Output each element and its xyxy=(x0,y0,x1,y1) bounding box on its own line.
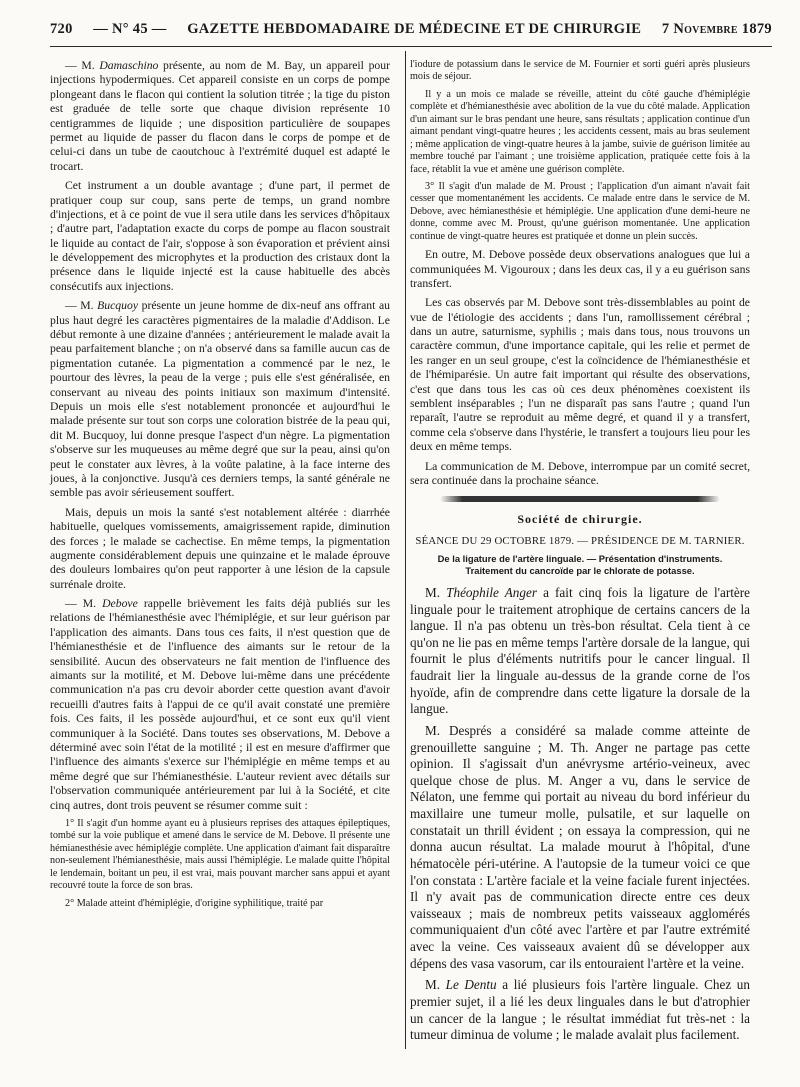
speaker-name: Debove xyxy=(102,597,138,611)
running-header xyxy=(50,0,772,47)
speaker-name: Théophile Anger xyxy=(446,584,537,600)
case-paragraph: 3° Il s'agit d'un malade de M. Proust ; l'application d'un aimant n'avait fait cesser que momentanément les accidents. Ce malade entre dans le service de M. Debove, avec hémianesthésie et hémiplégie. Une application d'une demi-heure ne donne, comme avec M. Proust, qu'une guérison momentanée. Une application continue de vingt-quatre heures est pratiquée et donne un plein succès. xyxy=(410,180,750,242)
paragraph: M. Théophile Anger a fait cinq fois la ligature de l'artère linguale pour le traitement atrophique de certains cancers de la langue. Il n'a pas obtenu un très-bon résultat. Cela tient à ce qu'on ne lie pas en même temps l'artère dorsale de la langue, qui fournit le plus d'éléments nutritifs pour le cancer lingual. Il faudrait lier la linguale au-dessus de la grande corne de l'os hyoïde, afin de comprendre dans cette ligature la dorsale de la langue. xyxy=(410,584,751,717)
session-summary xyxy=(416,553,744,577)
paragraph: M. Després a considéré sa malade comme atteinte de grenouillette sanguine ; M. Th. Anger ne partage pas cette opinion. Il s'agissait d'un anévrysme artério-veineux, avec quelque chose de plus. M. Anger a vu, dans le service de Nélaton, une femme qui portait au niveau du bord inférieur du maxillaire une tumeur molle, pulsatile, et sur laquelle on constatait un thrill évident ; on essaya la compression, qui ne donna aucun résultat. La malade mourut à l'hôpital, d'une hématocèle péri-utérine. A l'autopsie de la tumeur voici ce que l'on constata : L'artère faciale et la veine faciale furent injectées. Il n'y avait pas de communication directe entre ces deux vaisseaux ; mais de nombreux petits vaisseaux agglomérés communiquaient d'un côté avec l'artère et par l'autre extrémité avec la veine. Ces vaisseaux avaient dû se développer aux dépens des vasa vasorum, car ils entouraient l'artère et la veine. xyxy=(410,722,750,971)
session-line: SÉANCE DU 29 OCTOBRE 1879. — PRÉSIDENCE DE M. TARNIER. xyxy=(415,535,745,548)
column-rule xyxy=(405,51,406,1049)
right-column xyxy=(400,59,750,1049)
paragraph: — M. Bucquoy présente un jeune homme de dix-neuf ans offrant au plus haut degré les caractères pigmentaires de la maladie d'Addison. Le début remonte à une dizaine d'années ; antérieurement le malade avait la peau parfaitement blanche ; on n'a observé dans sa famille aucun cas de pigmentation cutanée. La pigmentation a commencé par le nez, le pourtour des lèvres, la peau de la verge ; puis elle s'est généralisée, en conservant au niveau des points initiaux son maximum d'intensité. Depuis un mois elle s'est notablement prononcée et aujourd'hui le malade présente sur tout son corps une coloration bistrée de la peau qui, dit M. Bucquoy, lui donne presque l'aspect d'un nègre. La pigmentation s'observe sur les muqueuses au même degré que sur la peau, ainsi qu'on peut le constater aux lèvres, à la voûte palatine, à la face interne des joues, à la conjonctive. Jusqu'à ces derniers temps, la santé générale ne semble pas avoir sérieusement souffert. xyxy=(50,299,390,500)
speaker-name: Bucquoy xyxy=(97,299,139,313)
speaker-name: Le Dentu xyxy=(445,977,497,993)
journal-title: GAZETTE HEBDOMADAIRE DE MÉDECINE ET DE CHIRURGIE xyxy=(187,20,642,37)
case-paragraph: 2° Malade atteint d'hémiplégie, d'origine syphilitique, traité par xyxy=(65,897,324,909)
case-paragraph: Il y a un mois ce malade se réveille, atteint du côté gauche d'hémiplégie complète et d'hémianesthésie avec abolition de la vue du côté malade. Application d'un aimant sur le bras pendant une heure, sans résultats ; application continue d'un aimant pendant vingt-quatre heures ; les accidents cessent, mais au bras seulement ; même application de vingt-quatre heures à la jambe, suivie de guérison limitée au membre touché par l'aimant ; une troisième application, pratiquée cette fois à la face, rétablit la vue et amène une guérison complète. xyxy=(410,88,750,175)
issue-date: 7 Novembre 1879 xyxy=(661,20,772,37)
society-heading: Société de chirurgie. xyxy=(517,512,643,527)
paragraph: Les cas observés par M. Debove sont très-dissemblables au point de vue de l'étiologie des accidents ; dans l'un, ramollissement cérébral ; dans un autre, saturnisme, syphilis ; mais dans tous, nous trouvons un caractère commun, d'une importance capitale, qui les relie et permet de les ranger en un seul groupe, c'est la coïncidence de l'hémianesthésie et de l'hémiparésie. Un autre fait important qui résulte des observations, c'est que dans tous les cas où ces deux phénomènes coexistent ils semblent inséparables ; l'un ne disparaît pas sans l'autre ; quand l'un reparaît, l'autre se reproduit au même degré, et quand il y a transfert, comme cela s'observe dans l'hystérie, le transfert a toujours lieu pour les deux en même temps. xyxy=(410,296,750,454)
paragraph: Mais, depuis un mois la santé s'est notablement altérée : diarrhée habituelle, quelques vomissements, amaigrissement rapide, diminution des forces ; le malade se cachectise. En même temps, la pigmentation augmente considérablement depuis une quinzaine et le malade éprouve des douleurs lombaires qu'on peut rapporter à une lésion de la capsule surrénale droite. xyxy=(50,505,390,591)
page-number: 720 xyxy=(50,20,73,37)
speaker-name: Damaschino xyxy=(99,59,159,72)
paragraph: Cet instrument a un double avantage ; d'une part, il permet de pratiquer coup sur coup, sans perte de temps, un grand nombre d'injections, et à ce point de vue il sera utile dans les services d'hôpitaux ; d'autre part, l'adaptation exacte du corps de pompe au flacon soustrait le liquide au contact de l'air, s'oppose à son évaporation et prévient ainsi le développement des microphytes et la production des cristaux dont la présence dans le liquide injecté est la cause habituelle des abcès consécutifs aux injections. xyxy=(50,179,390,293)
paragraph: En outre, M. Debove possède deux observations analogues que lui a communiquées M. Vigouroux ; dans les deux cas, il y a eu guérison sans transfert. xyxy=(410,248,750,290)
case-paragraph: l'iodure de potassium dans le service de M. Fournier et sorti guéri après plusieurs mois de séjour. xyxy=(410,59,750,83)
paragraph: — M. Damaschino présente, au nom de M. Bay, un appareil pour injections hypodermiques. Cet appareil consiste en un corps de pompe plongeant dans le flacon qui contient la solution titrée ; la tige du piston est graduée de telle sorte que chaque division représente 10 centigrammes de liquide ; une disposition particulière de soupapes permet au liquide de passer du flacon dans le corps de pompe et de celui-ci dans un tube de caoutchouc à l'extrémité duquel est adapté le trocart. xyxy=(50,59,390,173)
issue-number: — N° 45 — xyxy=(93,20,167,37)
section-divider xyxy=(440,496,720,502)
paragraph: — M. Debove rappelle brièvement les faits déjà publiés sur les relations de l'hémianesthésie avec l'hémiplégie, et sur leur guérison par l'application des aimants. Dans tous ces faits, il n'est question que de l'hémianesthésie et de l'influence des aimants sur le retour de la sensibilité. Aucun des observateurs ne fait mention de l'influence des aimants sur la motilité, et M. Debove lui-même dans une précédente communication n'a pas cru devoir aborder cette question avant d'avoir recueilli d'autres faits à l'appui de ce qu'il avait constaté une première fois. Ces faits, il les possède aujourd'hui, et ce sont eux qu'il vient communiquer à la Société. Dans toutes ses observations, M. Debove a déterminé avec soin l'état de la motilité ; il est en mesure d'affirmer que l'influence des aimants s'exerce sur l'hémiplégie en même temps et au même degré que sur l'hémianesthésie. L'auteur revient avec détails sur l'observation communiquée antérieurement par lui à la Société, et cite cinq autres, dont trois peuvent se résumer comme suit : xyxy=(50,597,390,812)
left-column xyxy=(50,59,400,1049)
summary-line: Traitement du cancroïde par le chlorate de potasse. xyxy=(465,565,695,577)
summary-line: De la ligature de l'artère linguale. — Présentation d'instruments. xyxy=(437,553,723,565)
two-column-body xyxy=(50,59,772,1049)
case-paragraph: 1° Il s'agit d'un homme ayant eu à plusieurs reprises des attaques épileptiques, tombé sur la voie publique et amené dans le service de M. Debove. Il présente une hémianesthésie avec hémiplégie complète. Une application d'aimant fait disparaître non-seulement l'hémianesthésie, mais aussi l'hémiplégie. Le malade quitte l'hôpital le lendemain, boitant un peu, il est vrai, mais pouvant marcher sans appui et ayant recouvré toute la force de son bras. xyxy=(50,817,390,892)
paragraph: M. Le Dentu a lié plusieurs fois l'artère linguale. Chez un premier sujet, il a lié les deux linguales dans le but d'atrophier un cancer de la langue ; le résultat immédiat fut très-net : la tumeur diminua de volume ; le malade avalait plus facilement. xyxy=(410,977,750,1043)
paragraph: La communication de M. Debove, interrompue par un comité secret, sera continuée dans la prochaine séance. xyxy=(410,459,750,487)
